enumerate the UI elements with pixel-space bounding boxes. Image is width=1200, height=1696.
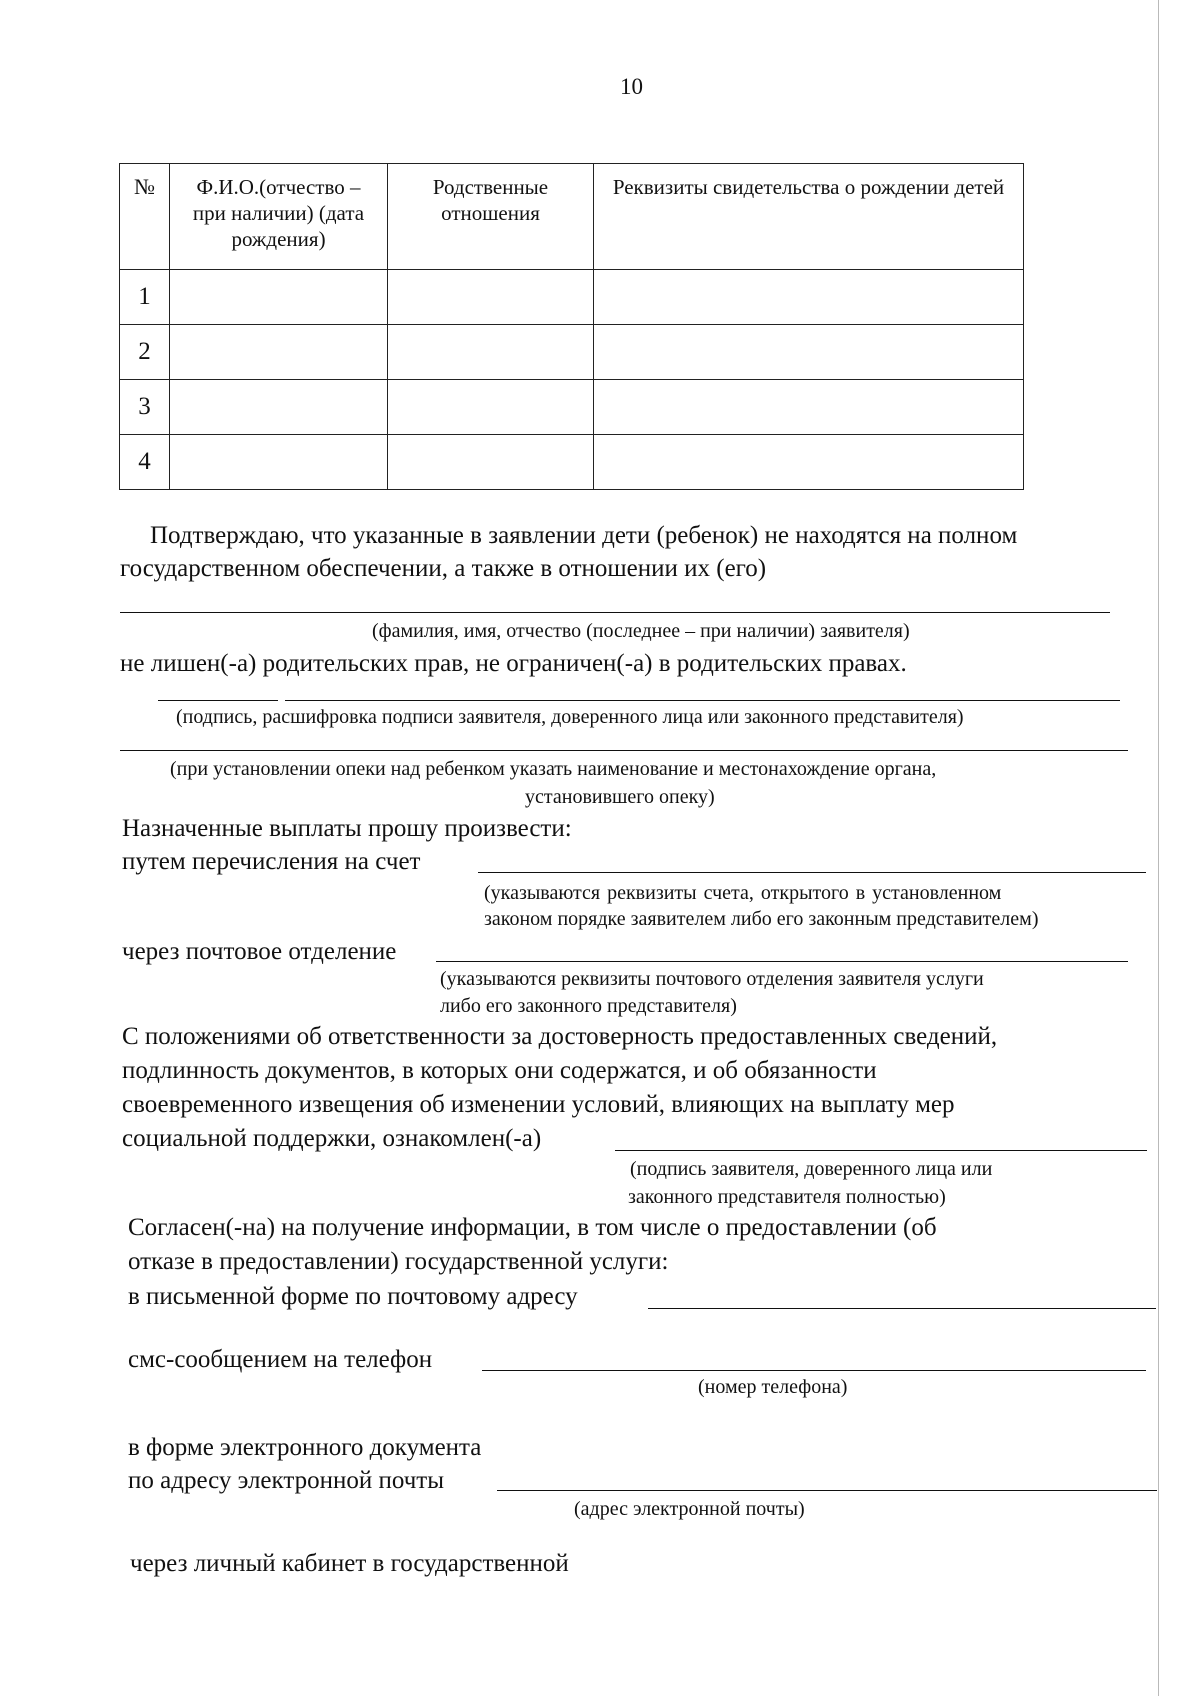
account-field[interactable] <box>478 872 1146 873</box>
confirm-line-1: Подтверждаю, что указанные в заявлении дети (ребенок) не находятся на полном <box>150 522 1018 549</box>
consent-line-2: отказе в предоставлении) государственной услуги: <box>128 1248 669 1275</box>
row-certificate-cell[interactable] <box>594 325 1024 380</box>
children-table <box>119 163 1024 490</box>
row-relation-cell[interactable] <box>388 325 594 380</box>
header-certificate: Реквизиты свидетельства о рождении детей <box>594 164 1024 270</box>
postal-address-field[interactable] <box>648 1308 1156 1309</box>
guardianship-caption-1: (при установлении опеки над ребенком указать наименование и местонахождение органа, <box>170 758 937 780</box>
row-certificate-cell[interactable] <box>594 270 1024 325</box>
signature-caption: (подпись, расшифровка подписи заявителя, доверенного лица или законного представителя) <box>176 706 964 728</box>
header-number: № <box>120 164 170 270</box>
row-number: 4 <box>120 435 170 490</box>
row-number: 1 <box>120 270 170 325</box>
responsibility-line-1: С положениями об ответственности за достоверность предоставленных сведений, <box>122 1023 998 1050</box>
responsibility-line-3: своевременного извещения об изменении условий, влияющих на выплату мер <box>122 1091 955 1118</box>
page-edge <box>1158 0 1159 1696</box>
table-row <box>120 435 1024 490</box>
row-relation-cell[interactable] <box>388 435 594 490</box>
sms-label: смс-сообщением на телефон <box>128 1346 433 1373</box>
guardianship-caption-2: установившего опеку) <box>525 786 715 808</box>
row-certificate-cell[interactable] <box>594 435 1024 490</box>
responsibility-caption-1: (подпись заявителя, доверенного лица или <box>630 1158 993 1180</box>
row-number: 3 <box>120 380 170 435</box>
account-label: путем перечисления на счет <box>122 848 421 875</box>
cabinet-label: через личный кабинет в государственной <box>130 1550 569 1577</box>
responsibility-line-4: социальной поддержки, ознакомлен(-а) <box>122 1125 542 1152</box>
account-caption-1: (указываются реквизиты счета, открытого в установленном <box>484 882 1002 904</box>
account-caption-2: законом порядке заявителем либо его законным представителем) <box>484 908 1039 930</box>
header-relation: Родственные отношения <box>388 164 594 270</box>
email-label-2: по адресу электронной почты <box>128 1467 444 1494</box>
table-row <box>120 325 1024 380</box>
post-caption-1: (указываются реквизиты почтового отделения заявителя услуги <box>440 968 984 990</box>
email-label-1: в форме электронного документа <box>128 1434 482 1461</box>
row-fio-cell[interactable] <box>170 435 388 490</box>
confirm-line-2: государственном обеспечении, а также в отношении их (его) <box>120 555 767 582</box>
post-field[interactable] <box>436 961 1128 962</box>
guardianship-field[interactable] <box>120 750 1128 751</box>
post-label: через почтовое отделение <box>122 938 397 965</box>
sms-caption: (номер телефона) <box>698 1376 848 1398</box>
row-certificate-cell[interactable] <box>594 380 1024 435</box>
row-fio-cell[interactable] <box>170 325 388 380</box>
confirm-line-3: не лишен(-а) родительских прав, не ограничен(-а) в родительских правах. <box>120 650 907 677</box>
row-fio-cell[interactable] <box>170 380 388 435</box>
phone-field[interactable] <box>482 1370 1146 1371</box>
table-header-row <box>120 164 1024 270</box>
row-relation-cell[interactable] <box>388 270 594 325</box>
applicant-name-caption: (фамилия, имя, отчество (последнее – при наличии) заявителя) <box>372 620 910 642</box>
email-field[interactable] <box>497 1490 1157 1491</box>
consent-line-1: Согласен(-на) на получение информации, в том числе о предоставлении (об <box>128 1214 937 1241</box>
payments-heading: Назначенные выплаты прошу произвести: <box>122 815 572 842</box>
responsibility-caption-2: законного представителя полностью) <box>628 1186 946 1208</box>
post-caption-2: либо его законного представителя) <box>440 995 737 1017</box>
row-fio-cell[interactable] <box>170 270 388 325</box>
row-number: 2 <box>120 325 170 380</box>
table-row <box>120 270 1024 325</box>
row-relation-cell[interactable] <box>388 380 594 435</box>
signature-field-short[interactable] <box>158 700 278 701</box>
table-row <box>120 380 1024 435</box>
signature-field[interactable] <box>285 700 1120 701</box>
postal-label: в письменной форме по почтовому адресу <box>128 1283 578 1310</box>
responsibility-line-2: подлинность документов, в которых они содержатся, и об обязанности <box>122 1057 877 1084</box>
responsibility-signature-field[interactable] <box>615 1150 1147 1151</box>
header-fio: Ф.И.О.(отчество – при наличии) (дата рождения) <box>170 164 388 270</box>
email-caption: (адрес электронной почты) <box>574 1498 805 1520</box>
applicant-name-field[interactable] <box>120 612 1110 613</box>
page-number: 10 <box>620 74 643 99</box>
